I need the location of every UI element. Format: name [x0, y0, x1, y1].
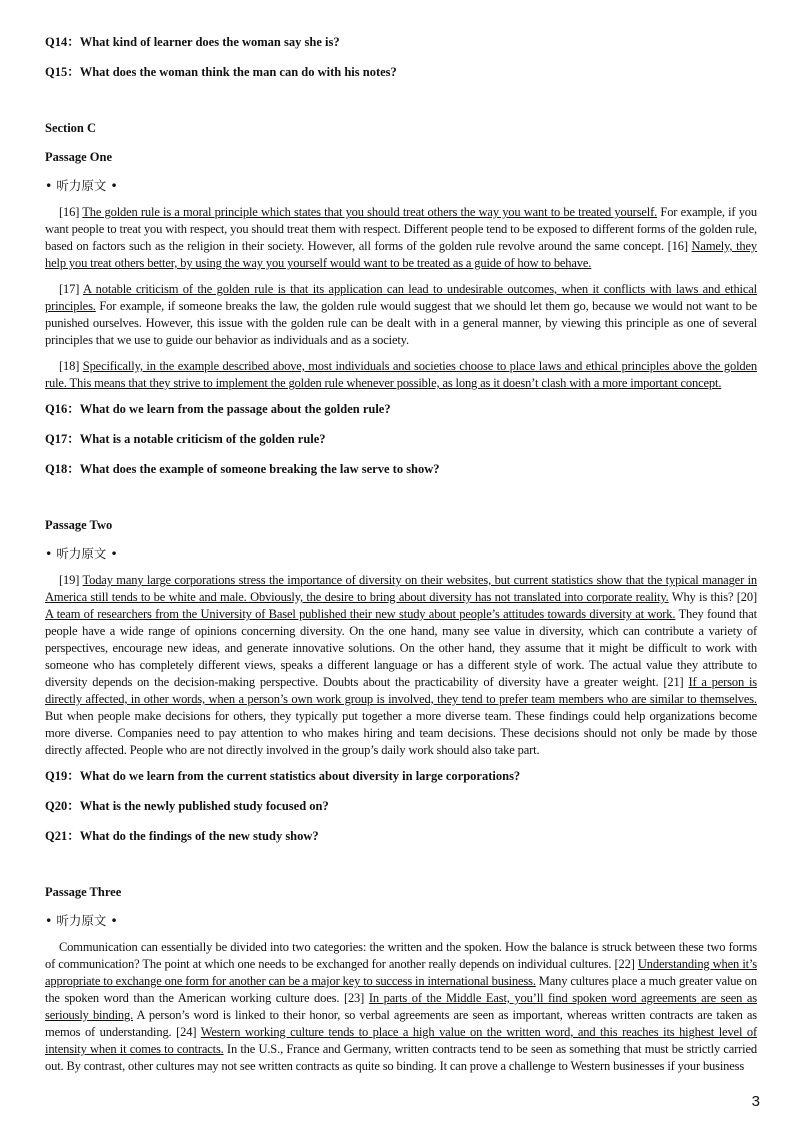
underlined-answer-text: Today many large corporations stress the importance of diversity on their websites, but current statistics show that the typical manager in America still tends to be white and male. Obviously, the desire to bring about diversity has not translated into corporate reality. — [45, 573, 757, 604]
transcript-text: [17] — [59, 282, 84, 296]
transcript-text: [19] — [59, 573, 83, 587]
underlined-answer-text: Namely, they help you treat others better, by using the way you yourself would want to be treated as a guide of how to behave. — [45, 239, 757, 270]
transcript-text: Communication can essentially be divided into two categories: the written and the spoken. How the balance is struck between these two forms of communication? The point at which one needs to be exchanged for another really depends on individual cultures. [22] — [45, 940, 757, 971]
question-q14: Q14：What kind of learner does the woman say she is? — [45, 35, 340, 49]
transcript-text: Why is this? [20] — [668, 590, 757, 604]
underlined-answer-text: A team of researchers from the University of Basel published their new study about people’s attitudes towards diversity at work. — [45, 607, 676, 621]
underlined-answer-text: If a person is directly affected, in other words, when a person’s own work group is involved, they tend to prefer team members who are similar to themselves. — [45, 675, 758, 706]
transcript-text: They found that people have a wide range of opinions concerning diversity. On the one hand, many see value in diversity, which can contribute a variety of perspectives, encourage new ideas, and generate innovative solutions. On the other hand, they assume that it might be difficult to work with someone who has completely different views, speaks a different language or has a different style of work. The actual value they attribute to diversity depends on the decision-making perspective. Doubts about the practicability of diversity have a greater weight. [21] — [45, 607, 758, 689]
transcript-text: In the U.S., France and Germany, written contracts tend to be seen as something that must be strictly carried out. By contrast, other cultures may not see written contracts as quite so binding. It can prove a challenge to Western businesses if your business — [45, 1042, 757, 1073]
passage-three-title: Passage Three — [45, 885, 122, 899]
underlined-answer-text: Western working culture tends to place a high value on the written word, and this reaches its highest level of intensity when it comes to contracts. — [45, 1025, 757, 1056]
transcript-tag: • 听力原文 • — [45, 178, 118, 193]
transcript-text: [16] — [59, 205, 83, 219]
underlined-answer-text: Understanding when it’s appropriate to exchange one form for another can be a major key to success in international business. — [45, 957, 757, 988]
passage-two-paragraph-1 — [45, 572, 757, 759]
transcript-text: A person’s word is linked to their honor, so verbal agreements are seen as important, whereas written contracts are taken as memos of understanding. [24] — [45, 1008, 757, 1039]
passage-three-paragraph-1 — [45, 939, 757, 1075]
transcript-text: For example, if you want people to treat you with respect, you should treat them with respect. Different people tend to be exposed to different forms of the golden rule, based on factors such as the religion in their society. However, all forms of the golden rule revolve around the same concept. [16] — [45, 205, 757, 253]
underlined-answer-text: The golden rule is a moral principle which states that you should treat others the way you want to be treated yourself. — [82, 205, 658, 219]
question-q15: Q15：What does the woman think the man can do with his notes? — [45, 65, 397, 79]
transcript-tag: • 听力原文 • — [45, 546, 118, 561]
passage-one-paragraph-2 — [45, 281, 757, 349]
passage-one-paragraph-1 — [45, 204, 757, 272]
page-number: 3 — [751, 1093, 760, 1110]
transcript-tag: • 听力原文 • — [45, 913, 118, 928]
passage-one-paragraph-3 — [45, 358, 757, 392]
question-q16: Q16：What do we learn from the passage about the golden rule? — [45, 402, 391, 416]
underlined-answer-text: Specifically, in the example described above, most individuals and societies choose to place laws and ethical principles above the golden rule. This means that they strive to implement the golden rule whenever possible, as long as it doesn’t clash with a more important concept. — [45, 359, 757, 390]
underlined-answer-text: In parts of the Middle East, you’ll find spoken word agreements are seen as seriously binding. — [45, 991, 757, 1022]
question-q19: Q19：What do we learn from the current statistics about diversity in large corporations? — [45, 769, 521, 783]
underlined-answer-text: A notable criticism of the golden rule is that its application can lead to undesirable outcomes, when it conflicts with laws and ethical principles. — [45, 282, 757, 313]
transcript-text: For example, if someone breaks the law, the golden rule would suggest that we should let them go, because we would not want to be punished ourselves. However, this issue with the golden rule can be dealt with in a general manner, by viewing this principle as one of several principles that we use to guide our behavior as individuals and as a society. — [45, 299, 757, 347]
question-q18: Q18：What does the example of someone breaking the law serve to show? — [45, 462, 440, 476]
section-title: Section C — [45, 121, 97, 135]
transcript-text: Many cultures place a much greater value on the spoken word than the American working culture does. [23] — [45, 974, 757, 1005]
transcript-text: [18] — [59, 359, 83, 373]
passage-one-title: Passage One — [45, 150, 113, 164]
question-q17: Q17：What is a notable criticism of the golden rule? — [45, 432, 326, 446]
passage-two-title: Passage Two — [45, 518, 113, 532]
question-q21: Q21：What do the findings of the new study show? — [45, 829, 319, 843]
transcript-text: But when people make decisions for others, they typically put together a more diverse team. These findings could help organizations become more diverse. Companies need to pay attention to who makes hiring and team decisions. These decisions should not only be made by those directly affected. People who are not directly involved in the group’s daily work should also take part. — [45, 709, 757, 757]
question-q20: Q20：What is the newly published study focused on? — [45, 799, 329, 813]
document-page — [45, 34, 757, 1084]
